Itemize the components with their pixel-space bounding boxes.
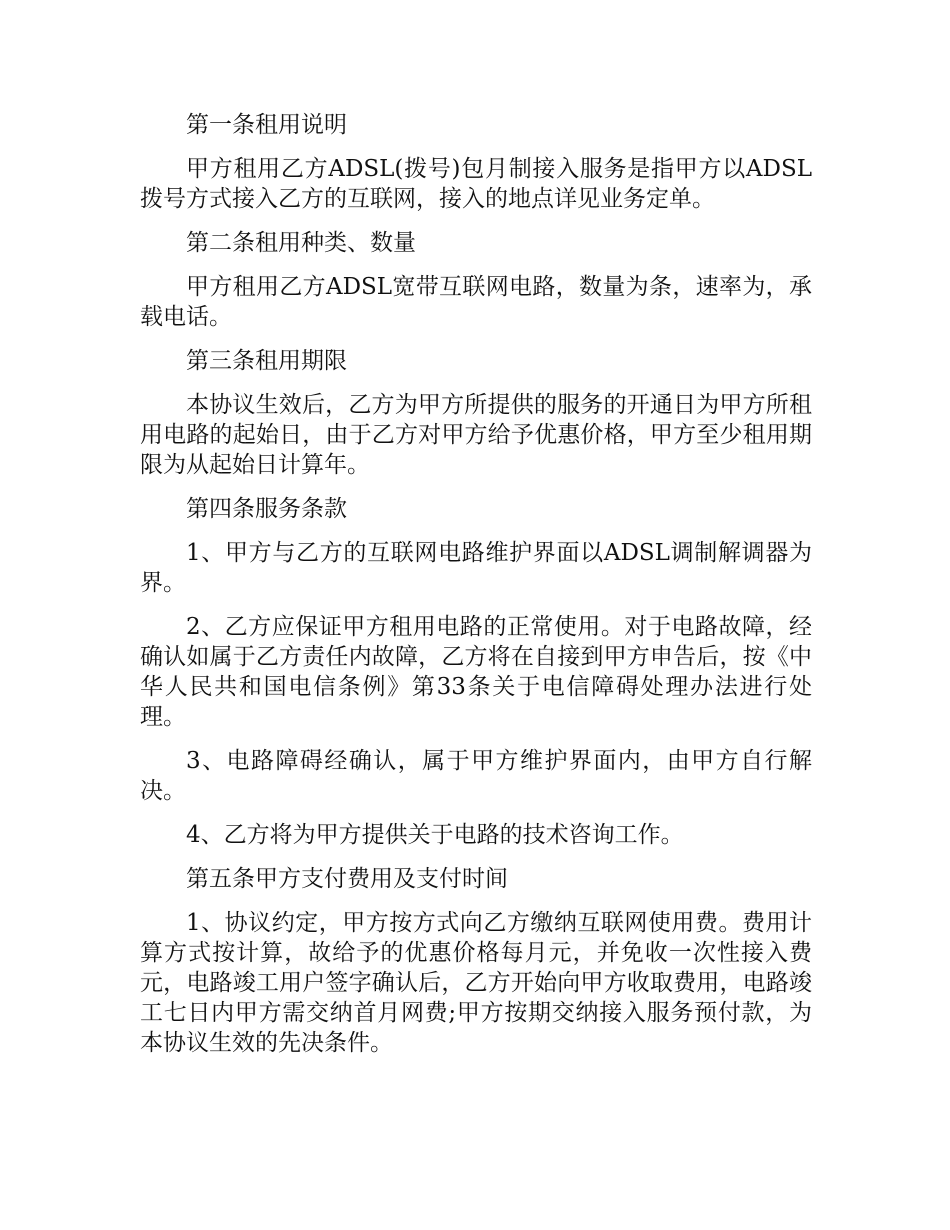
document-page <box>140 110 812 1072</box>
article-2-body: 甲方租用乙方ADSL宽带互联网电路，数量为条，速率为，承载电话。 <box>140 274 812 330</box>
article-5-heading: 第五条甲方支付费用及支付时间 <box>186 866 508 892</box>
article-4-clause-1: 1、甲方与乙方的互联网电路维护界面以ADSL调制解调器为界。 <box>140 540 812 596</box>
article-1-heading: 第一条租用说明 <box>186 112 347 138</box>
article-4-heading: 第四条服务条款 <box>186 496 347 522</box>
article-5-clause-1: 1、协议约定，甲方按方式向乙方缴纳互联网使用费。费用计算方式按计算，故给予的优惠价格每月元，并免收一次性接入费元，电路竣工用户签字确认后，乙方开始向甲方收取费用，电路竣工七日内甲方需交纳首月网费;甲方按期交纳接入服务预付款，为本协议生效的先决条件。 <box>140 910 812 1056</box>
article-4-clause-2: 2、乙方应保证甲方租用电路的正常使用。对于电路故障，经确认如属于乙方责任内故障，乙方将在自接到甲方申告后，按《中华人民共和国电信条例》第33条关于电信障碍处理办法进行处理。 <box>140 614 812 730</box>
article-4-clause-4: 4、乙方将为甲方提供关于电路的技术咨询工作。 <box>186 822 684 848</box>
article-2-heading: 第二条租用种类、数量 <box>186 230 416 256</box>
article-3-heading: 第三条租用期限 <box>186 348 347 374</box>
article-4-clause-3: 3、电路障碍经确认，属于甲方维护界面内，由甲方自行解决。 <box>140 748 812 804</box>
article-1-body: 甲方租用乙方ADSL(拨号)包月制接入服务是指甲方以ADSL拨号方式接入乙方的互联网，接入的地点详见业务定单。 <box>140 156 812 212</box>
article-3-body: 本协议生效后，乙方为甲方所提供的服务的开通日为甲方所租用电路的起始日，由于乙方对甲方给予优惠价格，甲方至少租用期限为从起始日计算年。 <box>140 392 812 478</box>
